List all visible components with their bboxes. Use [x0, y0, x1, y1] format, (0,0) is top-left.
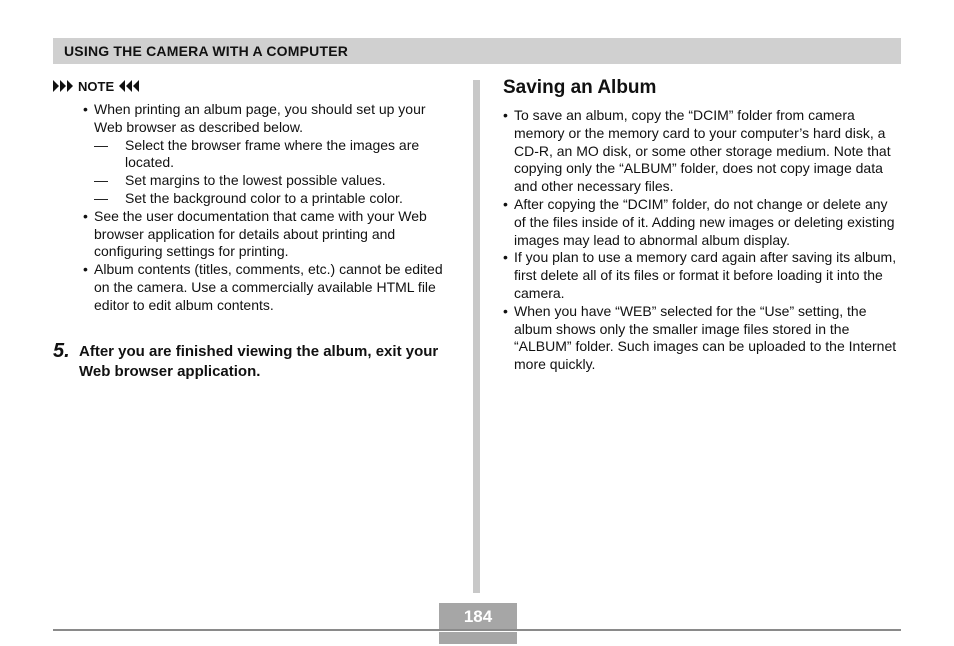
note-subitem — [94, 190, 453, 208]
page-number: 184 — [463, 607, 493, 626]
note-subitem — [94, 137, 453, 173]
note-subitem-text: Set the background color to a printable color. — [125, 189, 403, 206]
step-number: 5. — [53, 340, 70, 362]
note-heading — [53, 78, 139, 94]
section-list — [503, 107, 903, 374]
note-item-text: When printing an album page, you should set up your Web browser as described below. — [94, 101, 426, 135]
note-label: NOTE — [78, 78, 115, 94]
note-subitem-text: Select the browser frame where the images are located. — [125, 136, 420, 171]
header-title: USING THE CAMERA WITH A COMPUTER — [64, 43, 349, 59]
column-divider — [473, 80, 480, 593]
note-item — [83, 261, 453, 314]
dash-marker: — — [94, 136, 108, 153]
triple-right-arrow-icon — [53, 80, 73, 92]
note-subitem-text: Set margins to the lowest possible values. — [125, 172, 386, 189]
page-number-tab — [439, 603, 517, 629]
triple-left-arrow-icon — [119, 80, 139, 92]
note-item-text: Album contents (titles, comments, etc.) cannot be edited on the camera. Use a commercially available HTML file editor to edit album contents. — [94, 261, 443, 313]
dash-marker: — — [94, 172, 108, 189]
note-item — [83, 208, 453, 261]
step-text: After you are finished viewing the album, exit your Web browser application. — [79, 343, 439, 380]
note-item — [83, 101, 453, 208]
section-item: • When you have “WEB” selected for the “Use” setting, the album shows only the smaller image files stored in the “ALBUM” folder. Such images can be uploaded to the Internet more quickly. — [503, 303, 903, 374]
note-subitem — [94, 172, 453, 190]
section-item: • If you plan to use a memory card again after saving its album, first delete all of its files or format it before loading it into the camera. — [503, 249, 903, 302]
note-item-text: See the user documentation that came with your Web browser application for details about printing and configuring settings for printing. — [94, 207, 427, 260]
page-number-tab-base — [439, 632, 517, 644]
page-number-box — [439, 603, 517, 644]
header-bar — [53, 38, 901, 64]
section-title: Saving an Album — [503, 77, 657, 98]
dash-marker: — — [94, 189, 108, 206]
note-list — [83, 101, 453, 315]
section-item: • To save an album, copy the “DCIM” folder from camera memory or the memory card to your computer’s hard disk, a CD-R, an MO disk, or some other storage medium. Note that copying only the “ALBUM” folder, does not copy image data and other necessary files. — [503, 107, 903, 196]
section-item: • After copying the “DCIM” folder, do not change or delete any of the files inside of it. Adding new images or deleting existing images may lead to abnormal album display. — [503, 196, 903, 249]
